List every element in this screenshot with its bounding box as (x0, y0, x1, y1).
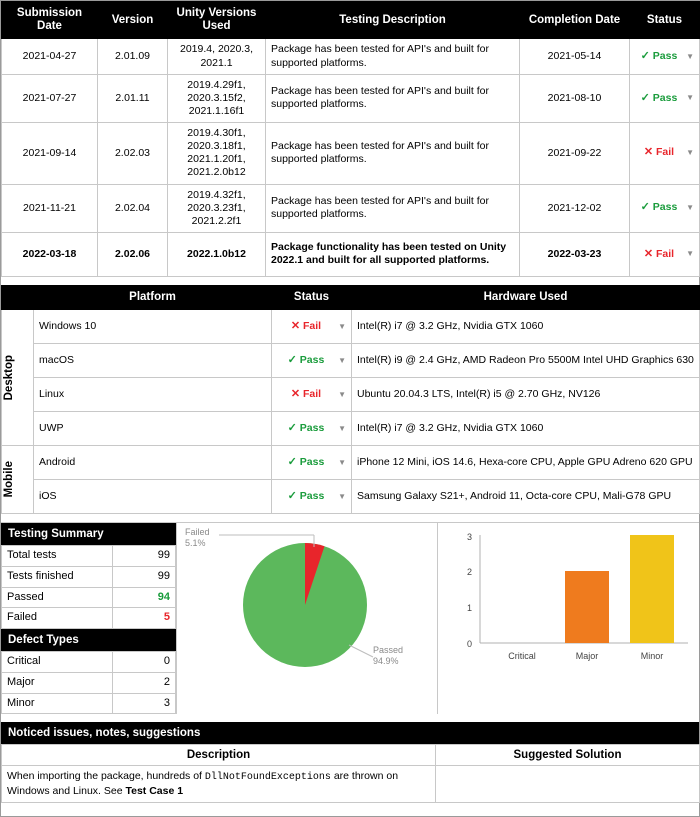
defect-value: 2 (113, 672, 176, 693)
defect-value: 3 (113, 693, 176, 714)
check-icon: ✓ (287, 489, 297, 502)
table-row (2, 672, 176, 693)
chevron-down-icon[interactable]: ▼ (338, 389, 346, 399)
summary-label: Total tests (2, 546, 113, 567)
table-row (2, 693, 176, 714)
bar-major (565, 571, 609, 643)
status-badge (630, 232, 700, 276)
cell-platform: macOS (34, 344, 272, 378)
cell-description: Package has been tested for API's and built for supported platforms. (266, 184, 520, 232)
x-tick-minor: Minor (640, 651, 664, 662)
cell-platform: Linux (34, 378, 272, 412)
cell-version: 2.02.03 (98, 123, 168, 185)
cell-platform: UWP (34, 412, 272, 446)
defects-bar-chart (437, 523, 700, 714)
section-divider (1, 714, 699, 722)
cell-version: 2.01.09 (98, 39, 168, 74)
summary-value-failed: 5 (113, 608, 176, 629)
status-badge (630, 39, 700, 74)
status-label: Fail (303, 387, 322, 400)
col-submission-date: Submission Date (2, 2, 98, 39)
check-icon: ✓ (287, 353, 297, 366)
x-tick-major: Major (575, 651, 599, 662)
chevron-down-icon[interactable]: ▼ (686, 249, 694, 259)
cell-completion-date: 2021-12-02 (520, 184, 630, 232)
cell-hardware: iPhone 12 Mini, iOS 14.6, Hexa-core CPU, Apple GPU Adreno 620 GPU (352, 446, 700, 480)
col-unity-versions: Unity Versions Used (168, 2, 266, 39)
cell-submission-date: 2021-11-21 (2, 184, 98, 232)
cell-description: Package has been tested for API's and built for supported platforms. (266, 39, 520, 74)
cell-note-description (2, 766, 436, 803)
status-label: Pass (299, 455, 325, 468)
pie-label-passed: Passed 94.9% (373, 645, 404, 666)
platform-table-header (2, 285, 700, 309)
cross-icon: ✕ (290, 387, 301, 400)
y-tick-2: 2 (466, 567, 472, 578)
chevron-down-icon[interactable]: ▼ (686, 93, 694, 103)
col-testing-description: Testing Description (266, 2, 520, 39)
bar-chart-svg (438, 523, 700, 683)
submission-table (1, 1, 700, 277)
col-version: Version (98, 2, 168, 39)
section-divider (1, 514, 699, 522)
cross-icon: ✕ (290, 319, 301, 332)
cell-unity-versions: 2019.4.32f1, 2020.3.23f1, 2021.2.2f1 (168, 184, 266, 232)
cell-hardware: Ubuntu 20.04.3 LTS, Intel(R) i5 @ 2.70 GHz, NV126 (352, 378, 700, 412)
table-row (2, 310, 700, 344)
defect-value: 0 (113, 652, 176, 673)
status-label: Pass (652, 91, 678, 104)
cell-description: Package functionality has been tested on Unity 2022.1 and built for all supported platforms. (266, 232, 520, 276)
table-row (2, 480, 700, 514)
testing-summary-title: Testing Summary (1, 523, 176, 545)
cell-hardware: Intel(R) i7 @ 3.2 GHz, Nvidia GTX 1060 (352, 310, 700, 344)
col-hardware-used: Hardware Used (352, 285, 700, 309)
table-row (2, 184, 700, 232)
cell-submission-date: 2022-03-18 (2, 232, 98, 276)
cell-submission-date: 2021-09-14 (2, 123, 98, 185)
cell-completion-date: 2021-08-10 (520, 74, 630, 122)
summary-section (1, 522, 699, 714)
table-row (2, 566, 176, 587)
chevron-down-icon[interactable]: ▼ (338, 457, 346, 467)
status-badge (272, 344, 352, 378)
summary-label: Passed (2, 587, 113, 608)
cell-description: Package has been tested for API's and built for supported platforms. (266, 74, 520, 122)
defect-label: Minor (2, 693, 113, 714)
chevron-down-icon[interactable]: ▼ (338, 423, 346, 433)
status-badge (272, 378, 352, 412)
col-platform-status: Status (272, 285, 352, 309)
cell-version: 2.01.11 (98, 74, 168, 122)
y-tick-0: 0 (466, 639, 472, 650)
notes-table-header (2, 745, 700, 766)
status-label: Pass (652, 49, 678, 62)
col-completion-date: Completion Date (520, 2, 630, 39)
cross-icon: ✕ (643, 146, 654, 159)
status-badge (630, 74, 700, 122)
summary-value-passed: 94 (113, 587, 176, 608)
x-tick-critical: Critical (508, 651, 536, 662)
chevron-down-icon[interactable]: ▼ (338, 355, 346, 365)
check-icon: ✓ (640, 91, 650, 104)
col-suggested-solution: Suggested Solution (436, 745, 700, 766)
note-text-middle: are thrown on Windows and Linux. See (7, 770, 399, 797)
testing-summary-panel (1, 523, 176, 714)
table-row (2, 766, 700, 803)
summary-value: 99 (113, 566, 176, 587)
group-label-mobile: Mobile (2, 446, 34, 514)
cell-hardware: Intel(R) i9 @ 2.4 GHz, AMD Radeon Pro 5500M Intel UHD Graphics 630 (352, 344, 700, 378)
table-row (2, 39, 700, 74)
cell-completion-date: 2021-09-22 (520, 123, 630, 185)
notes-table (1, 744, 700, 803)
cell-note-solution (436, 766, 700, 803)
table-row (2, 123, 700, 185)
cell-platform: Windows 10 (34, 310, 272, 344)
col-platform: Platform (34, 285, 272, 309)
cell-platform: Android (34, 446, 272, 480)
pass-fail-pie-chart (176, 523, 437, 714)
table-row (2, 344, 700, 378)
defect-types-title: Defect Types (1, 629, 176, 651)
chevron-down-icon[interactable]: ▼ (686, 51, 694, 61)
status-badge (272, 446, 352, 480)
note-text-prefix: When importing the package, hundreds of (7, 770, 205, 783)
table-row (2, 587, 176, 608)
table-row (2, 446, 700, 480)
platform-table (1, 285, 700, 514)
y-tick-1: 1 (466, 603, 472, 614)
cell-platform: iOS (34, 480, 272, 514)
notes-section (1, 722, 699, 803)
chevron-down-icon[interactable]: ▼ (338, 491, 346, 501)
status-badge (630, 184, 700, 232)
cell-submission-date: 2021-04-27 (2, 39, 98, 74)
status-badge (630, 123, 700, 185)
defect-label: Major (2, 672, 113, 693)
status-badge (272, 310, 352, 344)
cell-unity-versions: 2019.4.30f1, 2020.3.18f1, 2021.1.20f1, 2021.2.0b12 (168, 123, 266, 185)
bar-minor (630, 535, 674, 643)
note-test-case-link[interactable]: Test Case 1 (125, 784, 184, 797)
col-description: Description (2, 745, 436, 766)
status-label: Pass (652, 201, 678, 214)
chevron-down-icon[interactable]: ▼ (686, 203, 694, 213)
status-label: Fail (656, 247, 675, 260)
defect-types-table (1, 651, 176, 714)
testing-summary-table (1, 545, 176, 629)
cell-completion-date: 2022-03-23 (520, 232, 630, 276)
col-group (2, 285, 34, 309)
pie-leader-line-passed (349, 645, 373, 657)
pie-label-failed: Failed 5.1% (185, 527, 210, 548)
status-badge (272, 480, 352, 514)
check-icon: ✓ (640, 49, 650, 62)
status-label: Fail (656, 146, 675, 159)
check-icon: ✓ (287, 455, 297, 468)
defect-label: Critical (2, 652, 113, 673)
cell-unity-versions: 2019.4, 2020.3, 2021.1 (168, 39, 266, 74)
status-badge (272, 412, 352, 446)
note-code: DllNotFoundExceptions (204, 772, 331, 784)
chevron-down-icon[interactable]: ▼ (686, 148, 694, 158)
summary-label: Failed (2, 608, 113, 629)
status-label: Pass (299, 489, 325, 502)
status-label: Fail (303, 319, 322, 332)
cell-hardware: Intel(R) i7 @ 3.2 GHz, Nvidia GTX 1060 (352, 412, 700, 446)
table-row (2, 232, 700, 276)
table-row (2, 412, 700, 446)
y-tick-3: 3 (466, 532, 472, 543)
check-icon: ✓ (640, 201, 650, 214)
group-label-desktop: Desktop (2, 310, 34, 446)
table-row (2, 74, 700, 122)
cell-version: 2.02.06 (98, 232, 168, 276)
cell-unity-versions: 2019.4.29f1, 2020.3.15f2, 2021.1.16f1 (168, 74, 266, 122)
cell-hardware: Samsung Galaxy S21+, Android 11, Octa-core CPU, Mali-G78 GPU (352, 480, 700, 514)
table-row (2, 378, 700, 412)
cross-icon: ✕ (643, 247, 654, 260)
cell-submission-date: 2021-07-27 (2, 74, 98, 122)
submission-table-header (2, 2, 700, 39)
check-icon: ✓ (287, 421, 297, 434)
status-label: Pass (299, 353, 325, 366)
chevron-down-icon[interactable]: ▼ (338, 321, 346, 331)
cell-unity-versions: 2022.1.0b12 (168, 232, 266, 276)
summary-value: 99 (113, 546, 176, 567)
cell-completion-date: 2021-05-14 (520, 39, 630, 74)
cell-version: 2.02.04 (98, 184, 168, 232)
summary-label: Tests finished (2, 566, 113, 587)
section-divider (1, 277, 699, 285)
table-row (2, 652, 176, 673)
cell-description: Package has been tested for API's and built for supported platforms. (266, 123, 520, 185)
table-row (2, 546, 176, 567)
status-label: Pass (299, 421, 325, 434)
col-status: Status (630, 2, 700, 39)
table-row (2, 608, 176, 629)
notes-title: Noticed issues, notes, suggestions (1, 722, 699, 744)
